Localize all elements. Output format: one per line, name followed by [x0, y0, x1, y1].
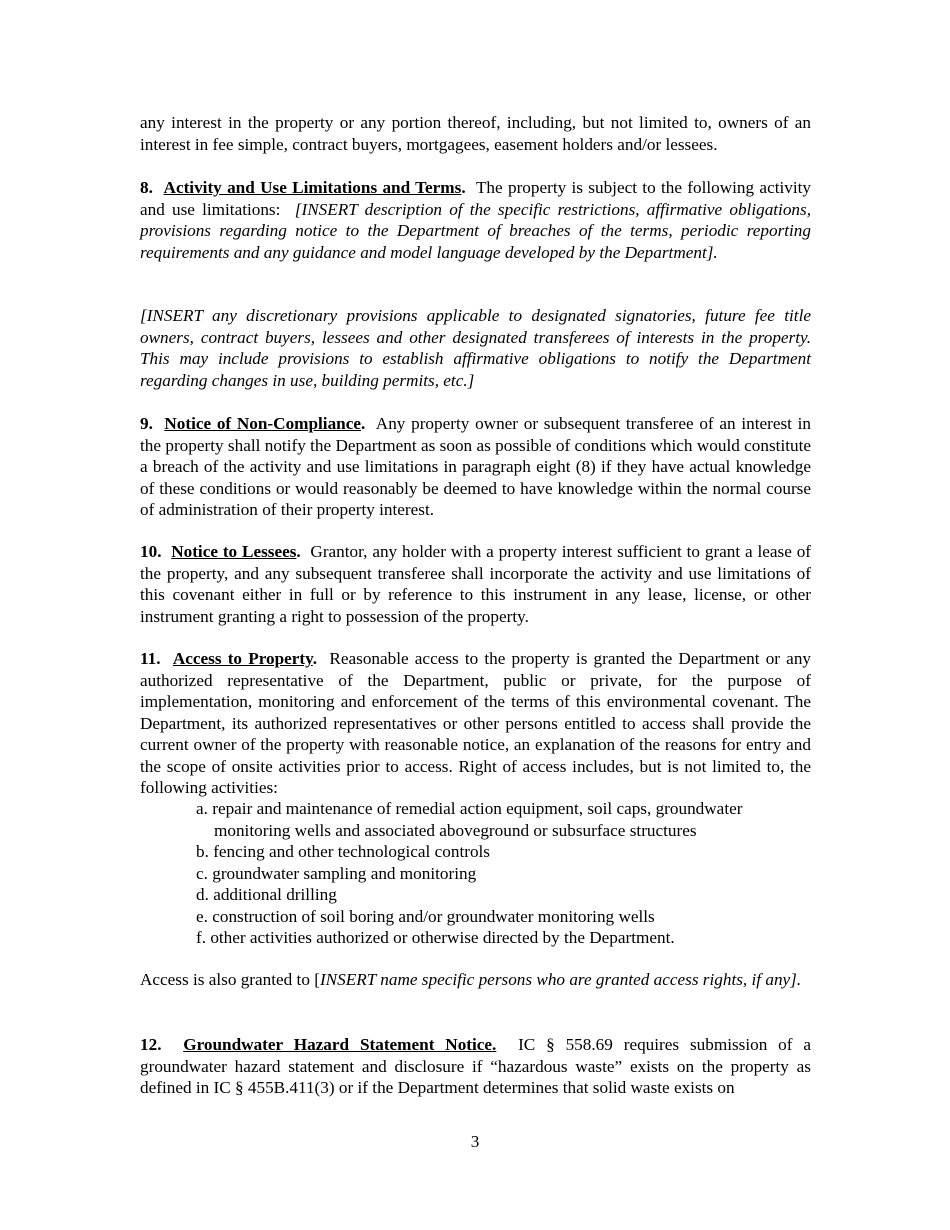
section-9-text: Any property owner or subsequent transferee of an interest in the property shall notify the Department as soon as possible of conditions which would constitute a breach of the activity and use limitations in paragraph eight (8) if they have actual knowledge of these conditions or would reasonably be deemed to have knowledge within the normal course of administration of their property interest.: [140, 414, 811, 519]
section-12-title: Groundwater Hazard Statement Notice.: [183, 1035, 497, 1054]
section-12-text: IC § 558.69 requires submission of a groundwater hazard statement and disclosure if “hazardous waste” exists on the property as defined in IC § 455B.411(3) or if the Department determines that solid waste exists on: [140, 1035, 811, 1097]
insert-discretionary-paragraph: [INSERT any discretionary provisions applicable to designated signatories, future fee title owners, contract buyers, lessees and other designated transferees of interests in the property. This may include provisions to establish affirmative obligations to notify the Department regarding changes in use, building permits, etc.]: [140, 306, 811, 390]
section-12: [140, 1034, 811, 1099]
section-8: [140, 177, 811, 263]
section-9-number: 9.: [140, 414, 153, 433]
section-11-punct: .: [312, 649, 318, 668]
list-item: e. construction of soil boring and/or groundwater monitoring wells: [196, 906, 655, 926]
list-item: d. additional drilling: [196, 885, 337, 904]
section-9-punct: .: [361, 414, 366, 433]
section-8-insert: [INSERT description of the specific restrictions, affirmative obligations, provisions regarding notice to the Department of breaches of the terms, periodic reporting requirements and any guidance and model language developed by the Department].: [140, 199, 812, 262]
section-11-title: Access to Property: [172, 649, 313, 668]
access-prefix: Access is also granted to [: [140, 970, 320, 989]
list-item: f. other activities authorized or otherwise directed by the Department.: [196, 928, 675, 947]
section-9: [140, 413, 811, 521]
section-10: [140, 541, 811, 627]
section-10-title: Notice to Lessees: [171, 542, 297, 561]
access-activities-list: [196, 798, 796, 949]
section-9-title: Notice of Non-Compliance: [164, 414, 361, 433]
access-insert: INSERT name specific persons who are granted access rights, if any].: [319, 970, 802, 989]
access-granted-paragraph: [140, 969, 811, 991]
section-11-number: 11.: [140, 649, 161, 668]
list-item: a. repair and maintenance of remedial action equipment, soil caps, groundwater monitoring wells and associated aboveground or subsurface structures: [196, 799, 743, 840]
section-10-number: 10.: [140, 542, 162, 561]
list-item: b. fencing and other technological controls: [196, 842, 491, 861]
section-8-title: Activity and Use Limitations and Terms: [163, 178, 462, 197]
section-8-text: The property is subject to the following activity and use limitations:: [140, 178, 811, 219]
page-number: 3: [470, 1132, 480, 1151]
section-10-punct: .: [296, 542, 301, 561]
section-8-punct: .: [461, 178, 466, 197]
section-12-number: 12.: [140, 1035, 162, 1054]
section-8-number: 8.: [140, 178, 153, 197]
section-11-text: Reasonable access to the property is granted the Department or any authorized representative of the Department, public or private, for the purpose of implementation, monitoring and enforcement of the terms of this environmental covenant. The Department, its authorized representatives or other persons entitled to access shall provide the current owner of the property with reasonable notice, an explanation of the reasons for entry and the scope of onsite activities prior to access. Right of access includes, but is not limited to, the following activities:: [140, 649, 812, 797]
section-10-text: Grantor, any holder with a property interest sufficient to grant a lease of the property, and any subsequent transferee shall incorporate the activity and use limitations of this covenant either in full or by reference to this instrument in any lease, license, or other instrument granting a right to possession of the property.: [140, 542, 812, 626]
section-11: [140, 648, 811, 799]
list-item: c. groundwater sampling and monitoring: [196, 863, 477, 883]
intro-paragraph: any interest in the property or any portion thereof, including, but not limited to, owners of an interest in fee simple, contract buyers, mortgagees, easement holders and/or lessees.: [140, 113, 811, 154]
